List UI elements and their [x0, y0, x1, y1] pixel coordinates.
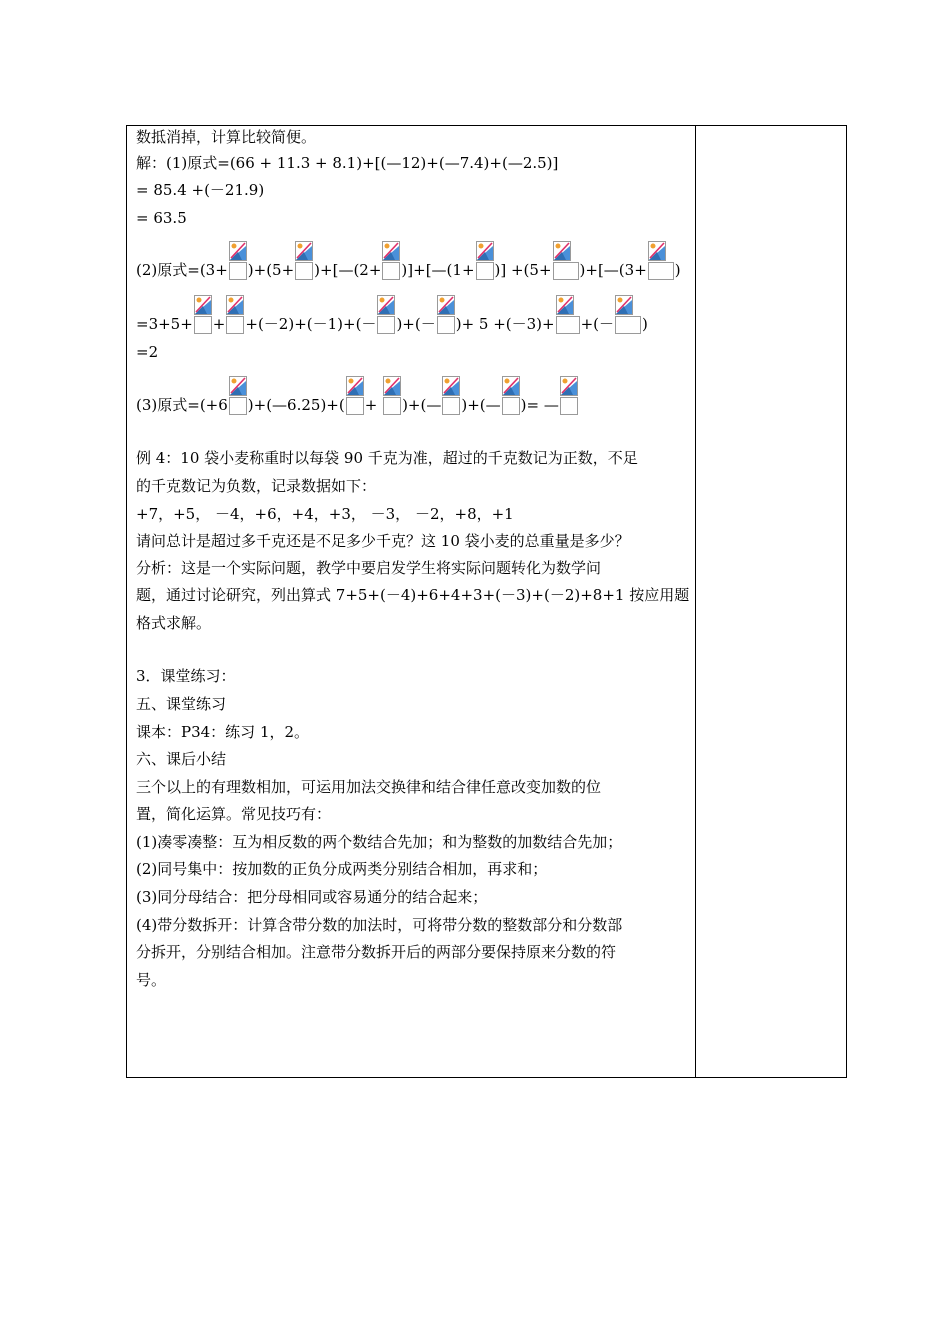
eq-text: +(－	[580, 315, 615, 333]
fraction-placeholder	[476, 262, 494, 280]
broken-image-icon	[442, 376, 460, 396]
fraction-placeholder	[383, 397, 401, 415]
data-values: +7，+5， －4，+6，+4，+3， －3， －2，+8，+1	[136, 505, 514, 523]
broken-image-icon	[476, 241, 494, 261]
fraction-placeholder	[382, 262, 400, 280]
fraction-placeholder	[556, 316, 580, 334]
section-6-heading: 六、课后小结	[136, 750, 227, 768]
tip-4-line-3: 号。	[136, 971, 167, 989]
eq-text: )]+[—(1+	[401, 261, 475, 279]
eq-text: )	[674, 261, 681, 279]
practice-heading: 3．课堂练习：	[136, 667, 236, 685]
fraction-placeholder	[437, 316, 455, 334]
broken-image-icon	[556, 295, 574, 315]
analysis-line-3: 格式求解。	[136, 614, 212, 632]
tip-4-line-1: (4)带分数拆开：计算含带分数的加法时，可将带分数的整数部分和分数部	[136, 916, 623, 934]
eq-text: (2)原式=(3+	[136, 261, 228, 279]
fraction-placeholder	[229, 397, 247, 415]
eq-text: )+(5+	[247, 261, 295, 279]
fraction-placeholder	[615, 316, 641, 334]
eq-text: )= —	[520, 396, 559, 414]
analysis-line-1: 分析：这是一个实际问题，教学中要启发学生将实际问题转化为数学问	[136, 559, 602, 577]
eq-text: )+[—(3+	[579, 261, 647, 279]
broken-image-icon	[615, 295, 633, 315]
fraction-placeholder	[648, 262, 674, 280]
summary-line-1: 三个以上的有理数相加，可运用加法交换律和结合律任意改变加数的位	[136, 778, 602, 796]
eq-text: (3)原式=(+6	[136, 396, 228, 414]
section-5-heading: 五、课堂练习	[136, 695, 227, 713]
solution-line-2: = 85.4 +(－21.9)	[136, 181, 265, 199]
tip-1: (1)凑零凑整：互为相反数的两个数结合先加；和为整数的加数结合先加；	[136, 833, 623, 851]
column-divider	[695, 126, 696, 1077]
broken-image-icon	[560, 376, 578, 396]
broken-image-icon	[648, 241, 666, 261]
summary-line-2: 置，简化运算。常见技巧有：	[136, 805, 332, 823]
eq-text: )+(－	[396, 315, 436, 333]
broken-image-icon	[437, 295, 455, 315]
tip-3: (3)同分母结合：把分母相同或容易通分的结合起来；	[136, 888, 488, 906]
example-4-line-2: 的千克数记为负数，记录数据如下：	[136, 477, 377, 495]
broken-image-icon	[229, 241, 247, 261]
fraction-placeholder	[194, 316, 212, 334]
eq-text: +(－2)+(－1)+(－	[245, 315, 377, 333]
broken-image-icon	[346, 376, 364, 396]
broken-image-icon	[383, 376, 401, 396]
fraction-placeholder	[502, 397, 520, 415]
eq-text: )+[—(2+	[314, 261, 382, 279]
fraction-placeholder	[226, 316, 244, 334]
equation-2-line-2	[136, 314, 648, 334]
equation-2-line-1	[136, 260, 681, 280]
solution-line-1: 解：(1)原式=(66 + 11.3 + 8.1)+[(—12)+(—7.4)+(—2.5)]	[136, 154, 559, 172]
tip-2: (2)同号集中：按加数的正负分成两类分别结合相加，再求和；	[136, 860, 548, 878]
eq-text: )+(—	[461, 396, 501, 414]
broken-image-icon	[553, 241, 571, 261]
analysis-line-2: 题，通过讨论研究，列出算式 7+5+(－4)+6+4+3+(－3)+(－2)+8+1 按应用题	[136, 586, 690, 604]
fraction-placeholder	[553, 262, 579, 280]
eq-text: =3+5+	[136, 315, 193, 333]
broken-image-icon	[229, 376, 247, 396]
question: 请问总计是超过多千克还是不足多少千克？这 10 袋小麦的总重量是多少？	[136, 532, 630, 550]
equation-2-result: =2	[136, 343, 159, 361]
solution-line-3: = 63.5	[136, 209, 187, 227]
broken-image-icon	[226, 295, 244, 315]
tip-4-line-2: 分拆开，分别结合相加。注意带分数拆开后的两部分要保持原来分数的符	[136, 943, 617, 961]
eq-text: +	[212, 315, 226, 333]
fraction-placeholder	[346, 397, 364, 415]
eq-text: +	[364, 396, 383, 414]
example-4-line-1: 例 4：10 袋小麦称重时以每袋 90 千克为准，超过的千克数记为正数，不足	[136, 449, 638, 467]
broken-image-icon	[382, 241, 400, 261]
eq-text: )+(—6.25)+(	[247, 396, 345, 414]
eq-text: )+ 5 +(－3)+	[455, 315, 555, 333]
equation-3	[136, 395, 579, 415]
fraction-placeholder	[560, 397, 578, 415]
broken-image-icon	[502, 376, 520, 396]
broken-image-icon	[377, 295, 395, 315]
eq-text: )] +(5+	[494, 261, 552, 279]
fraction-placeholder	[229, 262, 247, 280]
fraction-placeholder	[377, 316, 395, 334]
text-line: 数抵消掉，计算比较简便。	[136, 128, 317, 146]
broken-image-icon	[295, 241, 313, 261]
broken-image-icon	[194, 295, 212, 315]
eq-text: )+(—	[402, 396, 442, 414]
textbook-exercise: 课本：P34：练习 1，2。	[136, 723, 310, 741]
eq-text: )	[642, 315, 648, 333]
fraction-placeholder	[442, 397, 460, 415]
lesson-table	[126, 125, 847, 1078]
fraction-placeholder	[295, 262, 313, 280]
